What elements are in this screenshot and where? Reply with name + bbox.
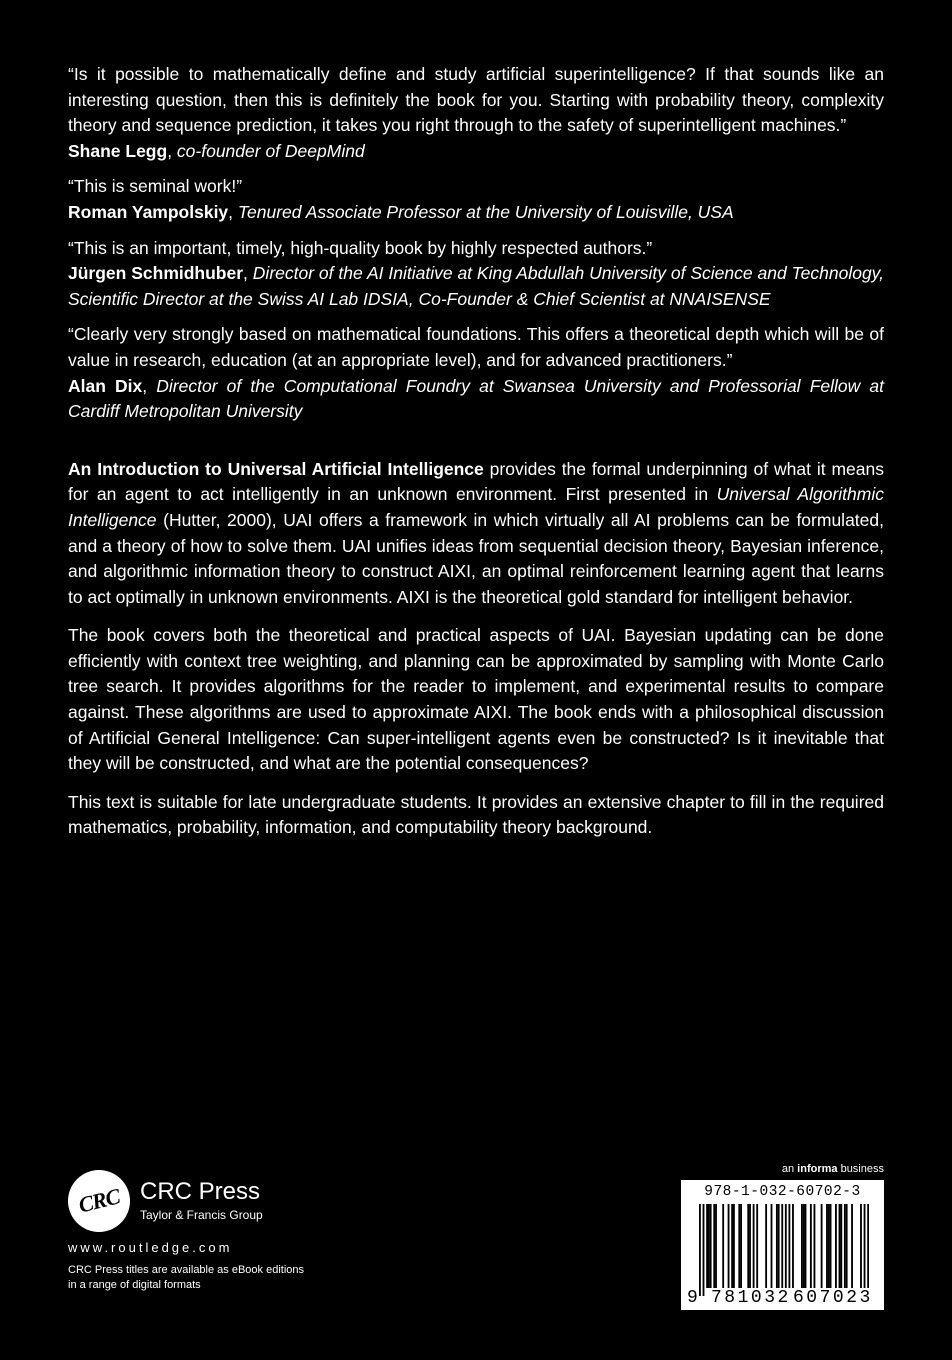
barcode-bar — [785, 1204, 787, 1296]
ean-digits: 9 781032 607023 — [687, 1288, 873, 1308]
endorsement-quote: “This is an important, timely, high-quality book by highly respected authors.” — [68, 237, 653, 258]
barcode-bar — [722, 1204, 724, 1288]
barcode-bar — [765, 1204, 767, 1288]
barcode-bar — [706, 1204, 708, 1288]
barcode-bar — [713, 1204, 715, 1288]
endorsement-quote: “This is seminal work!” — [68, 176, 243, 197]
barcode-bar — [801, 1204, 803, 1288]
barcode-bar — [771, 1204, 773, 1288]
barcode-bar — [708, 1204, 710, 1288]
description-paragraph-3: This text is suitable for late undergraduate students. It provides an extensive chapter to fill in the required mathematics, probability, information, and computability theory background. — [68, 791, 884, 838]
barcode-bar — [738, 1204, 740, 1288]
barcode-bar — [728, 1204, 730, 1288]
barcode-bar — [805, 1204, 807, 1288]
endorsement-quote: “Clearly very strongly based on mathematical foundations. This offers a theoretical depth which will be of value in research, education (at an appropriate level), and for advanced practitioners.” — [68, 324, 884, 370]
barcode-bar — [733, 1204, 735, 1288]
barcode-bar — [781, 1204, 783, 1296]
book-description — [68, 457, 884, 841]
ebook-note: CRC Press titles are available as eBook editions in a range of digital formats — [68, 1264, 305, 1291]
endorsement-yampolskiy — [68, 174, 884, 225]
publisher-name: CRC Press — [140, 1178, 261, 1205]
endorser-role: co-founder of DeepMind — [176, 140, 365, 161]
endorser-name: Roman Yampolskiy — [68, 201, 229, 222]
endorsement-attribution: Shane Legg, co-founder of DeepMind — [68, 140, 365, 161]
barcode-bar — [803, 1204, 805, 1288]
barcode-bar — [839, 1204, 841, 1288]
barcode-bar — [860, 1204, 862, 1288]
barcode-bar — [792, 1204, 794, 1288]
barcode-bar — [747, 1204, 749, 1288]
endorsement-legg — [68, 62, 884, 164]
barcode-bar — [828, 1204, 830, 1288]
barcode-bar — [740, 1204, 742, 1288]
description-paragraph-2: The book covers both the theoretical and practical aspects of UAI. Bayesian updating can be done efficiently with context tree weighting, and planning can be approximated by sampling with Monte Carlo tree search. It provides algorithms for the reader to implement, and experimental results to compare against. These algorithms are used to approximate AIXI. The book ends with a philosophical discussion of Artificial General Intelligence: Can super-intelligent agents even be constructed? Is it inevitable that they will be constructed, and what are the potential consequences? — [68, 625, 884, 774]
barcode-block — [681, 1163, 884, 1310]
barcode-bar — [749, 1204, 751, 1288]
book-title: An Introduction to Universal Artificial Intelligence — [68, 458, 484, 479]
endorsement-quote: “Is it possible to mathematically define and study artificial superintelligence? If that sounds like an interesting question, then this is definitely the book for you. Starting with probability theory, complexity theory and sequence prediction, it takes you right through to the safety of superintelligent machines.” — [68, 64, 884, 136]
endorsement-attribution: Jürgen Schmidhuber, Director of the AI Initiative at King Abdullah University of Science and Technology, Scientific Director at the Swiss AI Lab IDSIA, Co-Founder & Chief Scientist at NNAISENSE — [68, 263, 884, 309]
informa-business-label: an informa business — [781, 1163, 884, 1175]
barcode-bar — [840, 1204, 842, 1288]
barcode-bar — [810, 1204, 812, 1288]
isbn-barcode — [681, 1180, 884, 1310]
cited-work: Universal Algorithmic Intelligence — [68, 484, 884, 530]
endorser-name: Alan Dix — [68, 375, 143, 396]
barcode-bar — [814, 1204, 816, 1288]
endorsement-attribution: Alan Dix, Director of the Computational Foundry at Swansea University and Professorial Fellow at Cardiff Metropolitan University — [68, 375, 884, 422]
endorser-role: Director of the AI Initiative at King Abdullah University of Science and Technology, Scientific Director at the Swiss AI Lab IDSIA, Co-Founder & Chief Scientist at NNAISENSE — [68, 263, 884, 309]
barcode-bar — [776, 1204, 778, 1288]
barcode-bar — [867, 1204, 869, 1296]
barcode-bar — [830, 1204, 832, 1288]
barcode-bars — [699, 1204, 869, 1296]
barcode-bar — [703, 1204, 705, 1296]
barcode-bar — [844, 1204, 846, 1288]
endorsement-dix — [68, 322, 884, 424]
barcode-bar — [821, 1204, 823, 1288]
crc-logo-icon: CRC — [68, 1170, 130, 1232]
back-cover-text — [68, 62, 884, 854]
endorsement-attribution: Roman Yampolskiy, Tenured Associate Professor at the University of Louisville, USA — [68, 201, 734, 222]
barcode-bar — [864, 1204, 866, 1296]
barcode-bar — [710, 1204, 712, 1288]
barcode-bar — [753, 1204, 755, 1288]
endorser-role: Tenured Associate Professor at the University of Louisville, USA — [237, 201, 734, 222]
barcode-bar — [731, 1204, 733, 1288]
description-paragraph-1: An Introduction to Universal Artificial Intelligence provides the formal underpinning of what it means for an agent to act intelligently in an unknown environment. First presented in Universal Algorithmic Intelligence (Hutter, 2000), UAI offers a framework in which virtually all AI problems can be formulated, and a theory of how to solve them. UAI unifies ideas from sequential decision theory, Bayesian inference, and algorithmic information theory to construct AIXI, an optimal reinforcement learning agent that learns to act optimally in unknown environments. AIXI is the theoretical gold standard for intelligent behavior. — [68, 458, 884, 607]
publisher-group: Taylor & Francis Group — [140, 1208, 263, 1222]
isbn-number: 978-1-032-60702-3 — [704, 1184, 861, 1200]
publisher-url[interactable]: www.routledge.com — [68, 1240, 233, 1255]
barcode-bar — [835, 1204, 837, 1288]
barcode-bar — [756, 1204, 758, 1288]
endorser-name: Shane Legg — [68, 140, 168, 161]
endorser-role: Director of the Computational Foundry at Swansea University and Professorial Fellow at Cardiff Metropolitan University — [68, 375, 884, 422]
barcode-bar — [826, 1204, 828, 1288]
endorser-name: Jürgen Schmidhuber — [68, 263, 244, 284]
barcode-bar — [851, 1204, 853, 1288]
endorsement-schmidhuber — [68, 236, 884, 313]
barcode-bar — [699, 1204, 701, 1296]
barcode-bar — [846, 1204, 848, 1288]
barcode-bar — [788, 1204, 790, 1288]
barcode-bar — [778, 1204, 780, 1288]
barcode-bar — [715, 1204, 717, 1288]
